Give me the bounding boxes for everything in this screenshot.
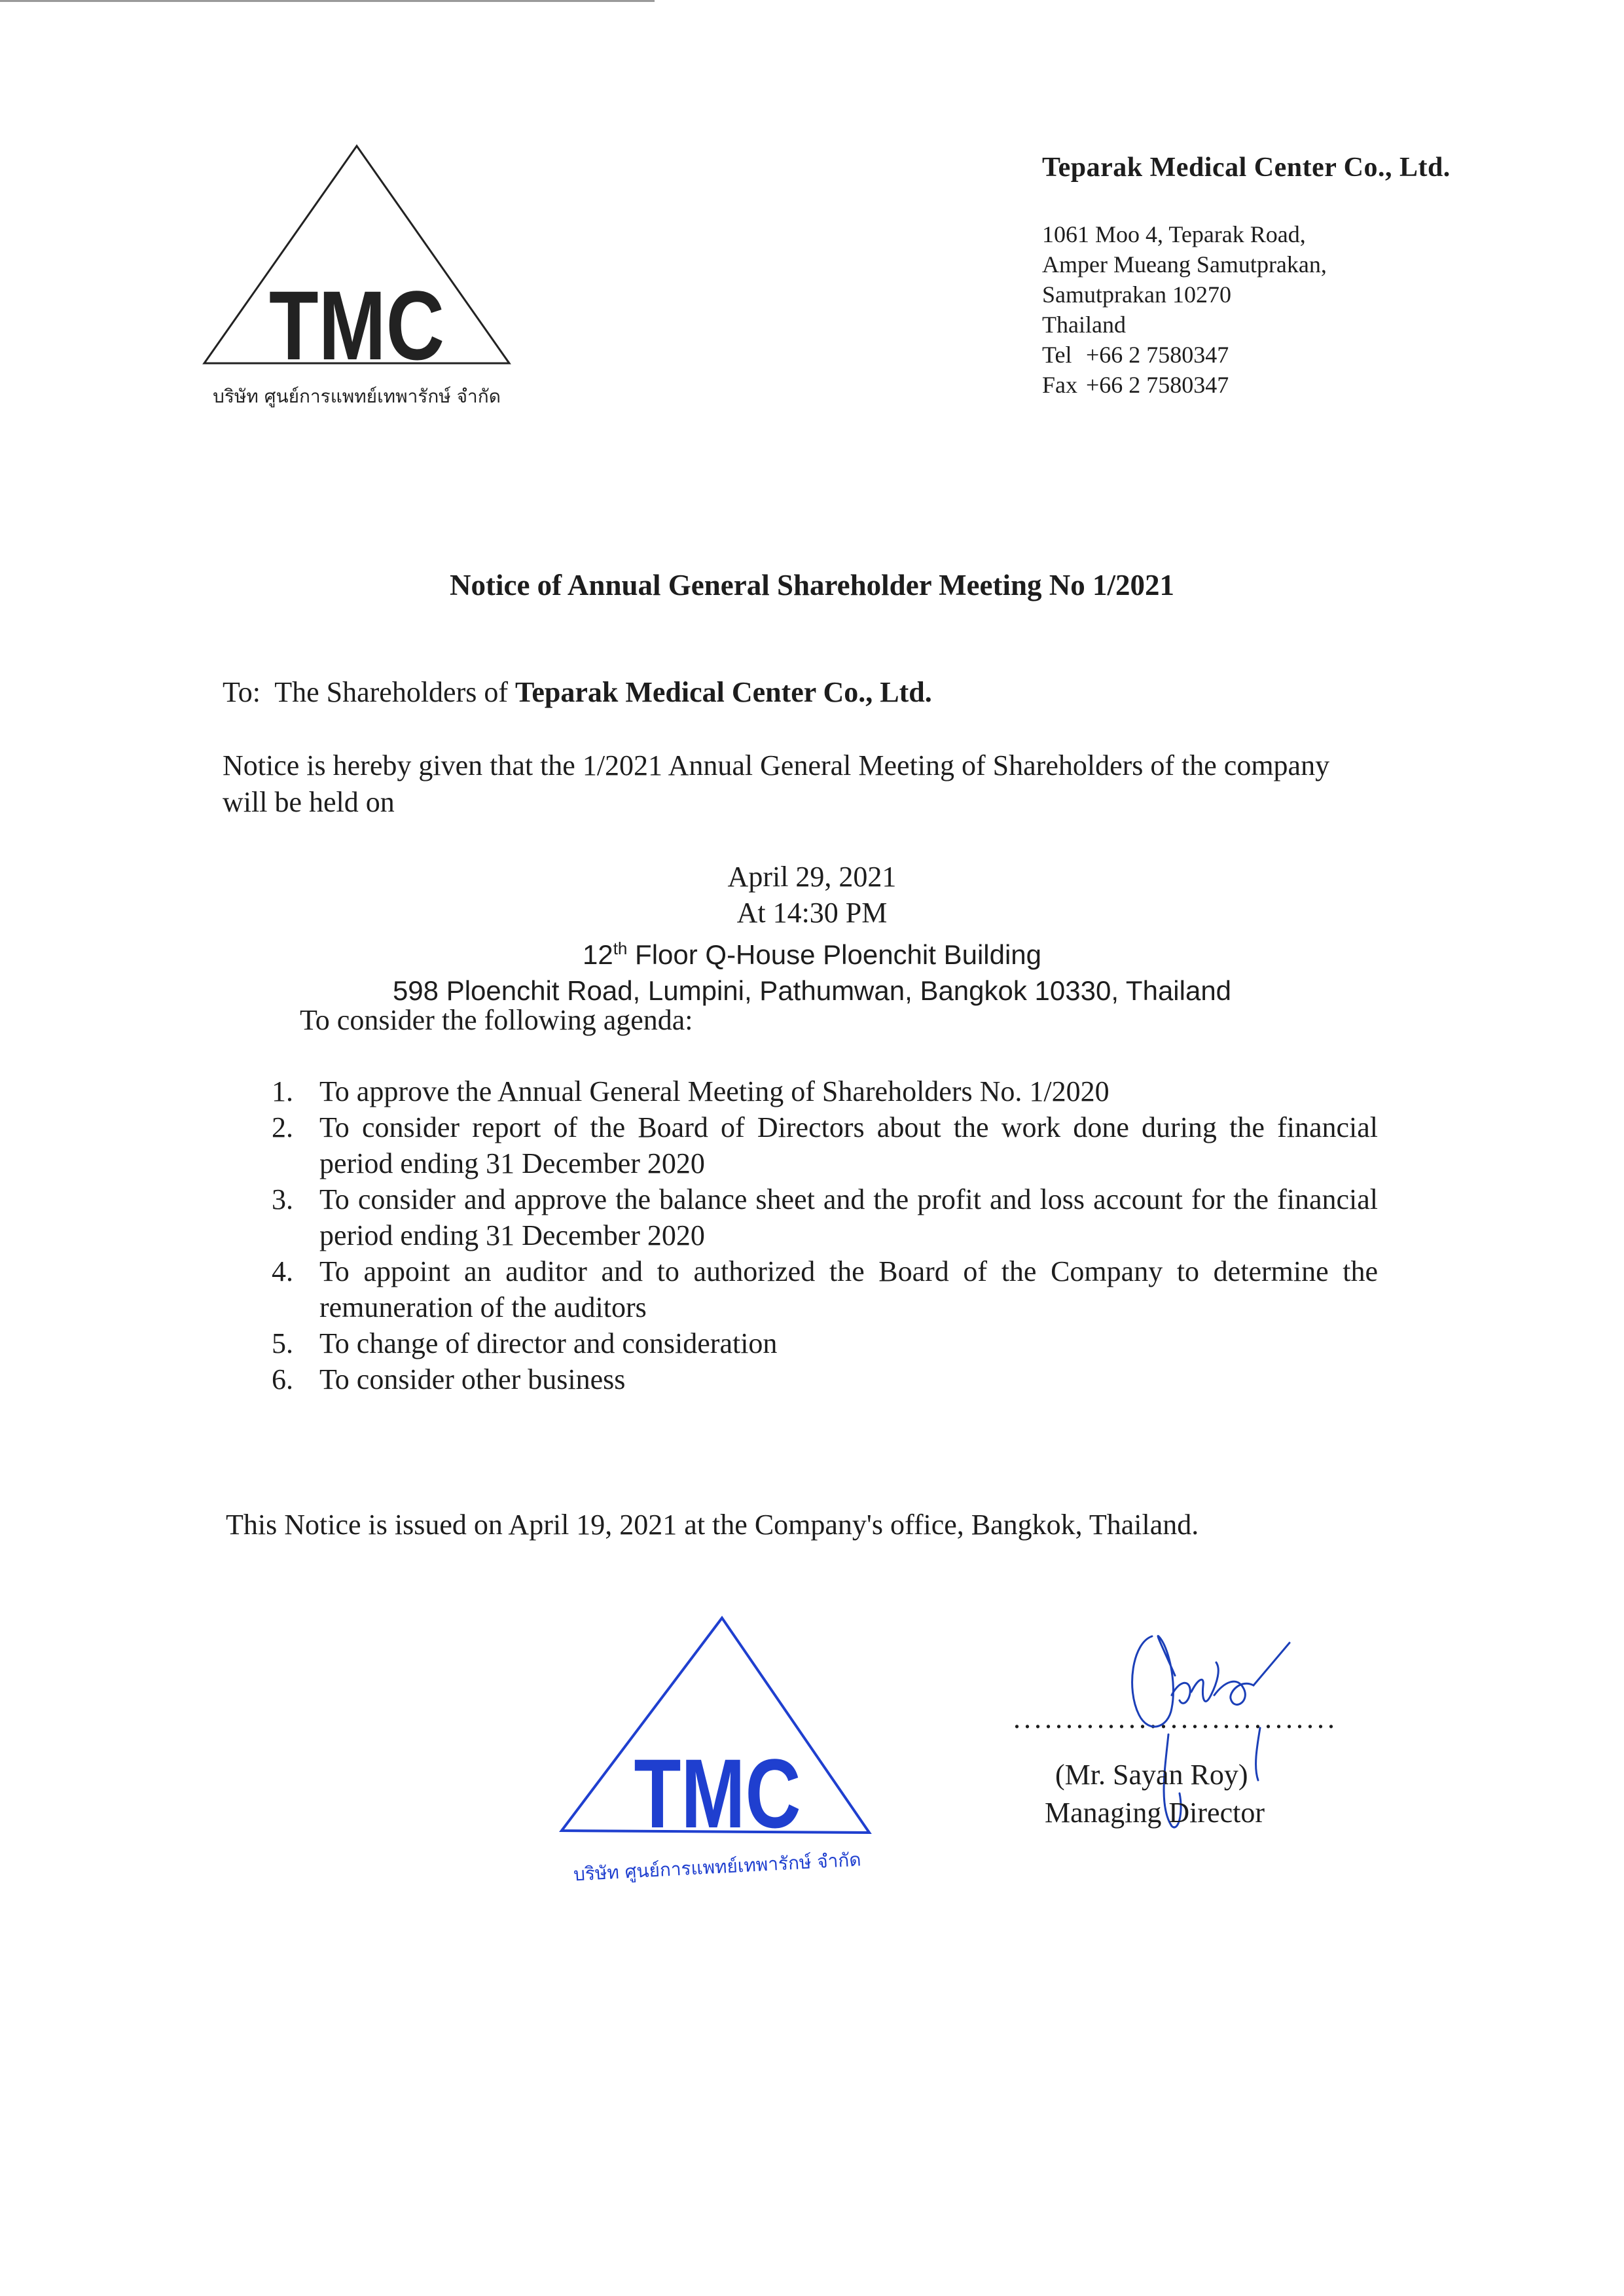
agenda-text: To appoint an auditor and to authorized the Board of the Company to determine the remuneration of the auditors: [319, 1255, 1378, 1323]
addressee-prefix: To: The Shareholders of: [223, 676, 516, 708]
meeting-details: [0, 859, 1624, 1009]
meeting-date: April 29, 2021: [727, 861, 897, 893]
agenda-number: 2.: [272, 1111, 293, 1143]
agenda-text: To consider and approve the balance sheet and the profit and loss account for the financial period ending 31 December 2020: [319, 1183, 1378, 1251]
stamp-logo-text: TMC: [634, 1738, 801, 1848]
company-stamp: [542, 1611, 895, 1886]
agenda-item: [265, 1181, 1378, 1253]
meeting-address: 598 Ploenchit Road, Lumpini, Pathumwan, Bangkok 10330, Thailand: [392, 975, 1232, 1006]
addressee-line: [223, 675, 932, 709]
company-address: [1042, 219, 1327, 400]
fax-value: +66 2 7580347: [1086, 372, 1229, 398]
address-line: Samutprakan 10270: [1042, 281, 1231, 308]
company-name: Teparak Medical Center Co., Ltd.: [1042, 152, 1451, 183]
address-line: Thailand: [1042, 312, 1126, 338]
agenda-list: [265, 1073, 1378, 1397]
agenda-text: To approve the Annual General Meeting of Shareholders No. 1/2020: [319, 1075, 1110, 1107]
agenda-intro: To consider the following agenda:: [300, 1004, 693, 1036]
notice-intro: Notice is hereby given that the 1/2021 Annual General Meeting of Shareholders of the company will be held on: [223, 749, 1330, 818]
address-line: 1061 Moo 4, Teparak Road,: [1042, 221, 1306, 247]
agenda-text: To consider report of the Board of Directors about the work done during the financial period ending 31 December 2020: [319, 1111, 1378, 1179]
agenda-number: 6.: [272, 1363, 293, 1395]
agenda-item: [265, 1361, 1378, 1397]
venue-building: Floor Q-House Ploenchit Building: [627, 939, 1042, 970]
scan-edge-line: [0, 0, 655, 2]
signature-line: ...............................: [1013, 1702, 1338, 1734]
address-line: Amper Mueang Samutprakan,: [1042, 251, 1327, 278]
logo-text: TMC: [269, 270, 444, 380]
meeting-time: At 14:30 PM: [736, 897, 888, 929]
floor-suffix: th: [613, 939, 628, 958]
signatory-name: (Mr. Sayan Roy): [1055, 1759, 1248, 1791]
tel-value: +66 2 7580347: [1086, 342, 1229, 368]
agenda-number: 1.: [272, 1075, 293, 1107]
agenda-number: 3.: [272, 1183, 293, 1215]
issue-statement: This Notice is issued on April 19, 2021 at the Company's office, Bangkok, Thailand.: [226, 1509, 1199, 1541]
floor-number: 12: [582, 939, 613, 970]
agenda-number: 5.: [272, 1327, 293, 1359]
company-logo: [196, 141, 524, 416]
agenda-item: [265, 1073, 1378, 1109]
notice-title: Notice of Annual General Shareholder Meeting No 1/2021: [449, 569, 1175, 601]
telephone-line: [1042, 340, 1327, 370]
logo-thai-name: บริษัท ศูนย์การแพทย์เทพารักษ์ จำกัด: [213, 386, 501, 407]
meeting-venue: [0, 931, 1624, 973]
agenda-text: To consider other business: [319, 1363, 626, 1395]
agenda-text: To change of director and consideration: [319, 1327, 778, 1359]
stamp-thai-name: บริษัท ศูนย์การแพทย์เทพารักษ์ จำกัด: [573, 1848, 862, 1886]
fax-label: Fax: [1042, 372, 1077, 398]
signatory-title: Managing Director: [1045, 1797, 1265, 1829]
fax-line: [1042, 370, 1327, 400]
tel-label: Tel: [1042, 342, 1072, 368]
agenda-item: [265, 1253, 1378, 1325]
addressee-company: Teparak Medical Center Co., Ltd.: [515, 676, 932, 708]
agenda-item: [265, 1109, 1378, 1181]
agenda-number: 4.: [272, 1255, 293, 1287]
agenda-item: [265, 1325, 1378, 1361]
